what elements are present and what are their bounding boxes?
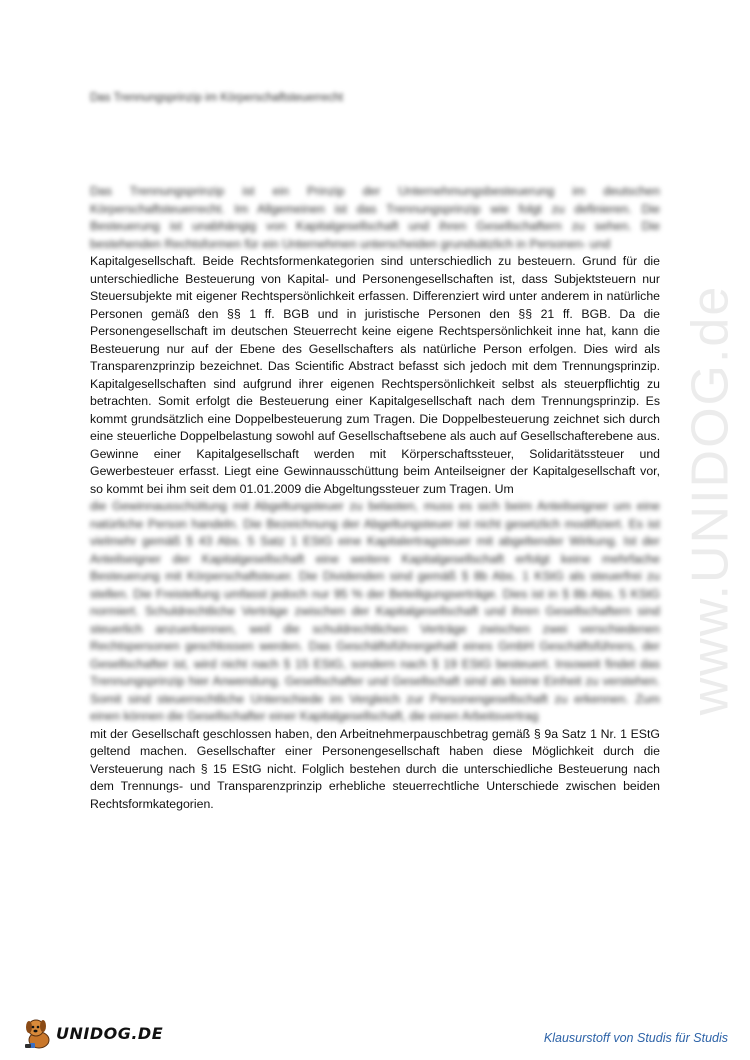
logo-text: UNIDOG.DE	[56, 1023, 164, 1043]
watermark	[655, 260, 750, 740]
middle-blurred-text: die Gewinnausschüttung mit Abgeltungsteuer zu belasten, muss es sich beim Anteilseigner um eine natürliche Person handeln. Die Bezeichnung der Abgeltungsteuer ist nicht gesetzlich modifiziert. Es ist vielmehr gemäß § 43 Abs. 5 Satz 1 EStG eine Kapitalertragsteuer mit abgeltender Wirkung. Ist der Anteilseigner der Kapitalgesellschaft eine weitere Kapitalgesellschaft erfolgt keine mehrfache Besteuerung mit Körperschaftsteuer. Die Dividenden sind gemäß § 8b Abs. 1 KStG als steuerfrei zu stellen. Die Freistellung umfasst jedoch nur 95 % der Beteiligungserträge. Dies ist in § 8b Abs. 5 KStG normiert. Schuldrechtliche Verträge zwischen der Kapitalgesellschaft und ihren Gesellschaftern sind steuerlich anzuerkennen, weil die schuldrechtlichen Verträge zwischen zwei verschiedenen Rechtspersonen geschlossen werden. Das Geschäftsführergehalt eines GmbH Geschäftsführers, der Gesellschafter ist, wird nicht nach § 15 EStG, sondern nach § 19 EStG besteuert. Insoweit findet das Trennungsprinzip hier Anwendung. Gesellschafter und Gesellschaft sind als keine Einheit zu verstehen. Somit sind steuerrechtliche Unterschiede im Vergleich zur Personengesellschaft zu erkennen. Zum einen können die Gesellschafter einer Kapitalgesellschaft, die einen Arbeitsvertrag	[90, 499, 660, 723]
document-body	[90, 183, 660, 813]
visible-text: Kapitalgesellschaft. Beide Rechtsformenkategorien sind unterschiedlich zu besteuern. Grund für die unterschiedliche Besteuerung von Kapital- und Personengesellschaften ist, dass Subjektsteuern nur Steuersubjekte mit eigener Rechtspersönlichkeit erfassen. Differenziert wird unter anderem in natürliche Personen gemäß den §§ 1 ff. BGB und in juristische Personen den §§ 21 ff. BGB. Da die Personengesellschaft im deutschen Steuerrecht keine eigene Rechtspersönlichkeit inne hat, kann die Besteuerung nur auf der Ebene des Gesellschafters als natürliche Person erfolgen. Dies wird als Transparenzprinzip bezeichnet. Das Scientific Abstract befasst sich jedoch mit dem Trennungsprinzip. Kapitalgesellschaften sind aufgrund ihrer eigenen Rechtspersönlichkeit selbst als steuerpflichtig zu betrachten. Somit erfolgt die Besteuerung einer Kapitalgesellschaft nach dem Trennungsprinzip. Es kommt grundsätzlich eine Doppelbesteuerung zum Tragen. Die Doppelbesteuerung zeichnet sich durch eine steuerliche Doppelbelastung sowohl auf Gesellschaftsebene als auch auf Gesellschafterebene aus. Gewinne einer Kapitalgesellschaft werden mit Körperschaftssteuer, Solidaritätssteuer und Gewerbesteuer erfasst. Liegt eine Gewinnausschüttung beim Anteilseigner der Kapitalgesellschaft vor, so kommt bei ihm seit dem 01.01.2009 die Abgeltungssteuer zum Tragen. Um	[90, 254, 660, 496]
footer-tagline: Klausurstoff von Studis für Studis	[543, 1031, 728, 1045]
intro-blurred-text: Das Trennungsprinzip ist ein Prinzip der Unternehmungsbesteuerung im deutschen Körperschaftsteuerrecht. Im Allgemeinen ist das Trennungsprinzip wie folgt zu definieren. Die Besteuerung ist unabhängig von Kapitalgesellschaft und ihren Gesellschaftern zu sehen. Die bestehenden Rechtsformen für ein Unternehmen unterscheiden grundsätzlich in Personen- und	[90, 184, 660, 251]
closing-text: mit der Gesellschaft geschlossen haben, den Arbeitnehmerpauschbetrag gemäß § 9a Satz 1 Nr. 1 EStG geltend machen. Gesellschafter einer Personengesellschaft haben diese Möglichkeit durch die Versteuerung nach § 15 EStG nicht. Folglich bestehen durch die unterschiedliche Besteuerung nach dem Trennungs- und Transparenzprinzip erhebliche steuerrechtliche Unterschiede zwischen beiden Rechtsformkategorien.	[90, 726, 660, 811]
watermark-text: www.UNIDOG.de	[681, 284, 739, 716]
unidog-logo	[22, 1016, 163, 1050]
document-title: Das Trennungsprinzip im Körperschaftsteuerrecht	[90, 92, 344, 104]
dog-mascot-icon	[22, 1016, 54, 1050]
